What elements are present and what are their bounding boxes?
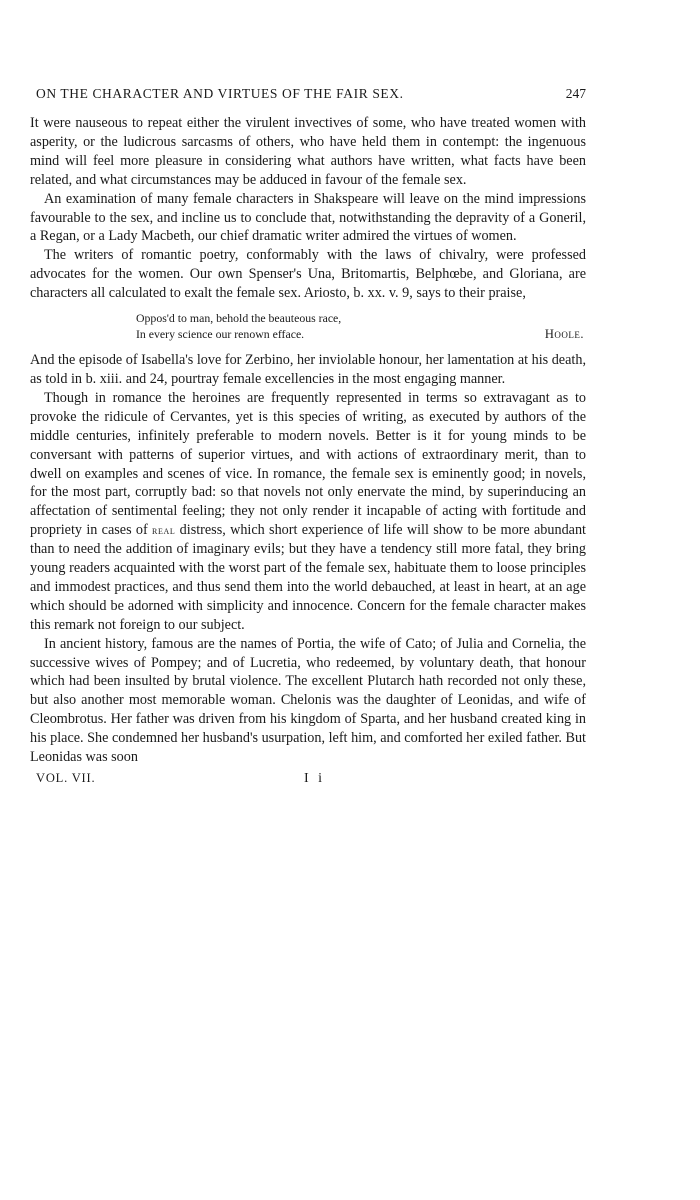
- verse-quotation: [30, 310, 586, 342]
- paragraph-1: It were nauseous to repeat either the virulent invectives of some, who have treated women with asperity, or the ludicrous sarcasms of others, who have held them in contempt: the ingenuous mind will feel more pleasure in considering what authors have written, what facts have been related, and what circumstances may be adduced in favour of the female sex.: [30, 115, 586, 188]
- running-head: [36, 86, 586, 102]
- volume-label: VOL. VII.: [36, 771, 96, 785]
- paragraph-5-part-b: distress, which short experience of life will show to be more abundant than to need the addition of imaginary evils; but they have a tendency still more fatal, they bring young readers acquainted with the worst part of the female sex, habituate them to loose principles and immodest practices, and thus send them into the world debauched, at least in heart, at an age which should be adorned with simplicity and innocence. Concern for the female character makes this remark not foreign to our subject.: [30, 522, 587, 633]
- paragraph-5-part-a: Though in romance the heroines are frequently represented in terms so extravagant as to provoke the ridicule of Cervantes, yet is this species of writing, as executed by authors of the middle centuries, infinitely preferable to modern novels. Better is it for young minds to be conversant with patterns of superior virtues, and with actions of extraordinary merit, than to dwell on examples and scenes of vice. In romance, the female sex is eminently good; in novels, for the most part, corruptly bad: so that novels not only enervate the mind, by superinducing an affectation of sentimental feeling; they not only render it incapable of acting with fortitude and propriety in cases of: [30, 389, 586, 539]
- quote-attribution: Hoole.: [544, 327, 584, 342]
- book-page: [30, 86, 586, 787]
- quote-line-1: Oppos'd to man, behold the beauteous race,: [136, 311, 342, 326]
- paragraph-3: The writers of romantic poetry, conformably with the laws of chivalry, were professed advocates for the women. Our own Spenser's Una, Britomartis, Belphœbe, and Gloriana, are characters all calculated to exalt the female sex. Ariosto, b. xx. v. 9, says to their praise,: [30, 247, 586, 302]
- body-text: [30, 114, 586, 767]
- quote-line-2: In every science our renown efface.: [136, 327, 305, 342]
- signature-mark: I i: [304, 771, 326, 786]
- paragraph-6: In ancient history, famous are the names of Portia, the wife of Cato; of Julia and Cornelia, the successive wives of Pompey; and of Lucretia, who redeemed, by voluntary death, that honour which had been insulted by brutal violence. The excellent Plutarch hath recorded not only these, but also another most memorable woman. Chelonis was the daughter of Leonidas, and wife of Cleombrotus. Her father was driven from his kingdom of Sparta, and her husband created king in his place. She condemned her husband's usurpation, left him, and comforted her exiled father. But Leonidas was soon: [30, 635, 586, 766]
- page-footer: [30, 771, 586, 787]
- paragraph-4: And the episode of Isabella's love for Zerbino, her inviolable honour, her lamentation at his death, as told in b. xiii. and 24, pourtray female excellencies in the most engaging manner.: [30, 352, 586, 387]
- page-number: 247: [565, 86, 586, 101]
- paragraph-5: [30, 389, 586, 635]
- paragraph-2: An examination of many female characters in Shakspeare will leave on the mind impressions favourable to the sex, and incline us to conclude that, notwithstanding the depravity of a Goneril, a Regan, or a Lady Macbeth, our chief dramatic writer admired the virtues of women.: [30, 190, 586, 245]
- quote-last-line: [136, 326, 586, 342]
- small-caps-real: real: [152, 523, 176, 538]
- running-head-title: ON THE CHARACTER AND VIRTUES OF THE FAIR SEX.: [36, 86, 404, 101]
